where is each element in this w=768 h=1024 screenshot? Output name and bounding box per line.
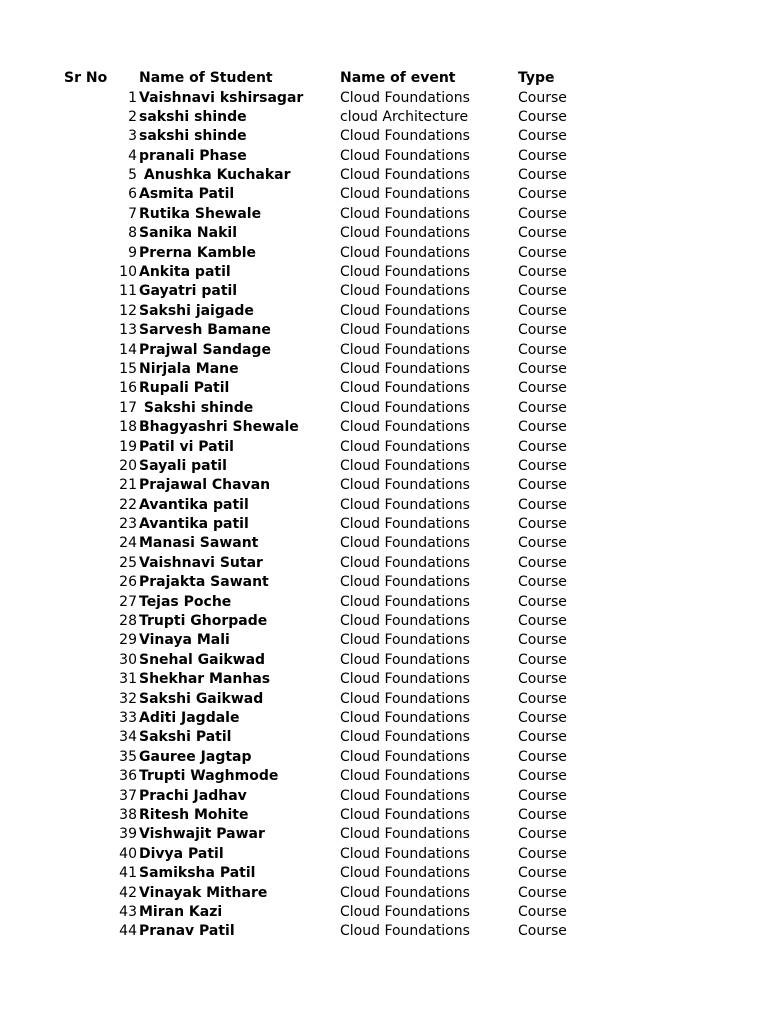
row-student-name: Vinayak Mithare [139, 884, 268, 901]
row-sr-no: 3 [128, 128, 137, 145]
row-event-name: Cloud Foundations [340, 884, 470, 901]
row-sr-no: 38 [119, 806, 137, 823]
row-type: Course [518, 554, 567, 571]
row-sr-no: 44 [119, 923, 137, 940]
row-sr-no: 41 [119, 865, 137, 882]
row-event-name: Cloud Foundations [340, 322, 470, 339]
table-row [0, 709, 768, 728]
row-student-name: Avantika patil [139, 516, 249, 533]
row-student-name: Patil vi Patil [139, 438, 234, 455]
table-row [0, 825, 768, 844]
table-row [0, 515, 768, 534]
row-event-name: Cloud Foundations [340, 89, 470, 106]
row-student-name: pranali Phase [139, 147, 247, 164]
table-row [0, 593, 768, 612]
row-sr-no: 28 [119, 613, 137, 630]
row-sr-no: 8 [128, 225, 137, 242]
row-event-name: Cloud Foundations [340, 147, 470, 164]
row-type: Course [518, 806, 567, 823]
row-event-name: Cloud Foundations [340, 865, 470, 882]
row-sr-no: 22 [119, 496, 137, 513]
row-event-name: Cloud Foundations [340, 186, 470, 203]
row-sr-no: 25 [119, 554, 137, 571]
row-event-name: Cloud Foundations [340, 360, 470, 377]
row-type: Course [518, 302, 567, 319]
row-student-name: Ritesh Mohite [139, 806, 249, 823]
row-sr-no: 7 [128, 205, 137, 222]
table-row [0, 302, 768, 321]
table-row [0, 496, 768, 515]
row-student-name: Prajawal Chavan [139, 477, 271, 494]
row-type: Course [518, 729, 567, 746]
row-type: Course [518, 380, 567, 397]
row-sr-no: 39 [119, 826, 137, 843]
row-sr-no: 1 [128, 89, 137, 106]
row-event-name: cloud Architecture [340, 108, 469, 125]
table-row [0, 341, 768, 360]
table-row [0, 728, 768, 747]
row-student-name: Prachi Jadhav [139, 787, 247, 804]
table-row [0, 360, 768, 379]
row-type: Course [518, 593, 567, 610]
row-sr-no: 6 [128, 186, 137, 203]
table-row [0, 127, 768, 146]
row-event-name: Cloud Foundations [340, 632, 470, 649]
row-type: Course [518, 186, 567, 203]
row-type: Course [518, 419, 567, 436]
row-type: Course [518, 264, 567, 281]
row-student-name: Gayatri patil [139, 283, 238, 300]
row-type: Course [518, 671, 567, 688]
row-event-name: Cloud Foundations [340, 845, 470, 862]
row-type: Course [518, 923, 567, 940]
row-student-name: Sakshi shinde [139, 399, 254, 416]
row-type: Course [518, 748, 567, 765]
row-sr-no: 30 [119, 651, 137, 668]
table-row [0, 108, 768, 127]
row-student-name: Vishwajit Pawar [139, 826, 265, 843]
table-row [0, 573, 768, 592]
row-event-name: Cloud Foundations [340, 535, 470, 552]
row-event-name: Cloud Foundations [340, 516, 470, 533]
row-event-name: Cloud Foundations [340, 128, 470, 145]
row-sr-no: 9 [128, 244, 137, 261]
row-sr-no: 37 [119, 787, 137, 804]
row-sr-no: 27 [119, 593, 137, 610]
row-sr-no: 15 [119, 360, 137, 377]
row-type: Course [518, 205, 567, 222]
table-row [0, 205, 768, 224]
row-student-name: Prajwal Sandage [139, 341, 271, 358]
row-student-name: Trupti Ghorpade [139, 613, 268, 630]
row-sr-no: 36 [119, 768, 137, 785]
row-student-name: Sayali patil [139, 457, 227, 474]
row-event-name: Cloud Foundations [340, 399, 470, 416]
table-row [0, 263, 768, 282]
row-sr-no: 13 [119, 322, 137, 339]
row-student-name: Avantika patil [139, 496, 249, 513]
table-row [0, 787, 768, 806]
row-type: Course [518, 341, 567, 358]
row-event-name: Cloud Foundations [340, 710, 470, 726]
row-sr-no: 21 [119, 477, 137, 494]
row-event-name: Cloud Foundations [340, 613, 470, 630]
table-row [0, 631, 768, 650]
row-student-name: Sakshi jaigade [139, 302, 254, 319]
row-sr-no: 26 [119, 574, 137, 591]
row-event-name: Cloud Foundations [340, 244, 470, 261]
row-type: Course [518, 574, 567, 591]
row-type: Course [518, 768, 567, 785]
row-student-name: Gauree Jagtap [139, 748, 252, 765]
row-student-name: Samiksha Patil [139, 865, 256, 882]
row-student-name: Rupali Patil [139, 380, 230, 397]
row-type: Course [518, 147, 567, 164]
row-student-name: Snehal Gaikwad [139, 651, 266, 668]
row-sr-no: 43 [119, 903, 137, 920]
row-type: Course [518, 535, 567, 552]
row-student-name: Asmita Patil [139, 186, 235, 203]
row-student-name: Anushka Kuchakar [139, 167, 291, 184]
row-event-name: Cloud Foundations [340, 341, 470, 358]
row-student-name: Pranav Patil [139, 923, 235, 940]
row-type: Course [518, 128, 567, 145]
table-row [0, 903, 768, 922]
table-row [0, 476, 768, 495]
row-student-name: Miran Kazi [139, 903, 223, 920]
row-sr-no: 19 [119, 438, 137, 455]
table-row [0, 554, 768, 573]
row-type: Course [518, 225, 567, 242]
row-type: Course [518, 651, 567, 668]
row-student-name: Trupti Waghmode [139, 768, 279, 785]
row-event-name: Cloud Foundations [340, 651, 470, 668]
row-sr-no: 42 [119, 884, 137, 901]
row-event-name: Cloud Foundations [340, 671, 470, 688]
row-student-name: Prajakta Sawant [139, 574, 269, 591]
row-event-name: Cloud Foundations [340, 826, 470, 843]
row-event-name: Cloud Foundations [340, 457, 470, 474]
row-sr-no: 14 [119, 341, 137, 358]
row-event-name: Cloud Foundations [340, 380, 470, 397]
row-event-name: Cloud Foundations [340, 496, 470, 513]
row-type: Course [518, 787, 567, 804]
row-sr-no: 18 [119, 419, 137, 436]
row-student-name: Sakshi Gaikwad [139, 690, 264, 707]
row-type: Course [518, 903, 567, 920]
row-event-name: Cloud Foundations [340, 729, 470, 746]
row-event-name: Cloud Foundations [340, 903, 470, 920]
row-type: Course [518, 826, 567, 843]
table-row [0, 418, 768, 437]
row-type: Course [518, 108, 567, 125]
row-type: Course [518, 167, 567, 184]
row-event-name: Cloud Foundations [340, 225, 470, 242]
row-student-name: Vinaya Mali [139, 632, 230, 649]
row-type: Course [518, 360, 567, 377]
table-row [0, 147, 768, 166]
table-row [0, 379, 768, 398]
header-student-name: Name of Student [139, 70, 273, 86]
row-event-name: Cloud Foundations [340, 768, 470, 785]
row-sr-no: 11 [119, 283, 137, 300]
row-sr-no: 5 [128, 167, 137, 184]
row-type: Course [518, 632, 567, 649]
row-student-name: Vaishnavi Sutar [139, 554, 263, 571]
row-sr-no: 35 [119, 748, 137, 765]
row-student-name: Rutika Shewale [139, 205, 262, 222]
table-row [0, 806, 768, 825]
row-type: Course [518, 516, 567, 533]
table-row [0, 922, 768, 941]
table-row [0, 224, 768, 243]
row-sr-no: 16 [119, 380, 137, 397]
row-student-name: Aditi Jagdale [139, 710, 240, 726]
table-row [0, 321, 768, 340]
row-student-name: Sarvesh Bamane [139, 322, 271, 339]
table-row [0, 399, 768, 418]
row-event-name: Cloud Foundations [340, 205, 470, 222]
row-student-name: Vaishnavi kshirsagar [139, 89, 304, 106]
row-sr-no: 40 [119, 845, 137, 862]
row-event-name: Cloud Foundations [340, 787, 470, 804]
row-event-name: Cloud Foundations [340, 264, 470, 281]
row-event-name: Cloud Foundations [340, 593, 470, 610]
table-row [0, 534, 768, 553]
table-header-row [0, 68, 768, 89]
row-sr-no: 12 [119, 302, 137, 319]
table-row [0, 612, 768, 631]
row-student-name: Shekhar Manhas [139, 671, 271, 688]
table-row [0, 884, 768, 903]
row-student-name: Tejas Poche [139, 593, 232, 610]
row-event-name: Cloud Foundations [340, 690, 470, 707]
row-sr-no: 2 [128, 108, 137, 125]
row-type: Course [518, 865, 567, 882]
row-sr-no: 24 [119, 535, 137, 552]
student-list-table [0, 68, 768, 942]
row-student-name: Nirjala Mane [139, 360, 239, 377]
table-row [0, 282, 768, 301]
table-row [0, 166, 768, 185]
header-sr-no: Sr No [64, 70, 108, 86]
row-sr-no: 29 [119, 632, 137, 649]
row-sr-no: 32 [119, 690, 137, 707]
row-student-name: Sanika Nakil [139, 225, 237, 242]
header-type: Type [518, 70, 555, 86]
row-student-name: Manasi Sawant [139, 535, 259, 552]
row-sr-no: 10 [119, 264, 137, 281]
row-event-name: Cloud Foundations [340, 302, 470, 319]
row-student-name: Prerna Kamble [139, 244, 257, 261]
row-type: Course [518, 457, 567, 474]
row-event-name: Cloud Foundations [340, 419, 470, 436]
row-type: Course [518, 244, 567, 261]
row-type: Course [518, 613, 567, 630]
row-event-name: Cloud Foundations [340, 283, 470, 300]
table-row [0, 651, 768, 670]
row-sr-no: 17 [119, 399, 137, 416]
table-row [0, 845, 768, 864]
row-sr-no: 4 [128, 147, 137, 164]
row-type: Course [518, 399, 567, 416]
row-type: Course [518, 845, 567, 862]
row-sr-no: 23 [119, 516, 137, 533]
row-type: Course [518, 690, 567, 707]
row-student-name: Bhagyashri Shewale [139, 419, 299, 436]
row-sr-no: 31 [119, 671, 137, 688]
row-sr-no: 33 [119, 710, 137, 726]
table-row [0, 670, 768, 689]
row-type: Course [518, 710, 567, 726]
row-event-name: Cloud Foundations [340, 923, 470, 940]
row-type: Course [518, 89, 567, 106]
row-event-name: Cloud Foundations [340, 748, 470, 765]
table-row [0, 864, 768, 883]
row-student-name: Sakshi Patil [139, 729, 232, 746]
row-type: Course [518, 477, 567, 494]
row-student-name: sakshi shinde [139, 108, 247, 125]
row-event-name: Cloud Foundations [340, 438, 470, 455]
table-row [0, 185, 768, 204]
table-row [0, 438, 768, 457]
table-row [0, 457, 768, 476]
table-row [0, 748, 768, 767]
table-row [0, 89, 768, 108]
row-event-name: Cloud Foundations [340, 477, 470, 494]
row-event-name: Cloud Foundations [340, 574, 470, 591]
row-student-name: Divya Patil [139, 845, 224, 862]
header-event-name: Name of event [340, 70, 456, 86]
row-type: Course [518, 322, 567, 339]
table-row [0, 690, 768, 709]
row-type: Course [518, 438, 567, 455]
table-row [0, 244, 768, 263]
row-student-name: Ankita patil [139, 264, 231, 281]
row-type: Course [518, 884, 567, 901]
row-student-name: sakshi shinde [139, 128, 247, 145]
table-row [0, 767, 768, 786]
row-sr-no: 20 [119, 457, 137, 474]
row-type: Course [518, 496, 567, 513]
row-type: Course [518, 283, 567, 300]
row-event-name: Cloud Foundations [340, 167, 470, 184]
table-body [0, 89, 768, 942]
row-event-name: Cloud Foundations [340, 554, 470, 571]
row-sr-no: 34 [119, 729, 137, 746]
row-event-name: Cloud Foundations [340, 806, 470, 823]
